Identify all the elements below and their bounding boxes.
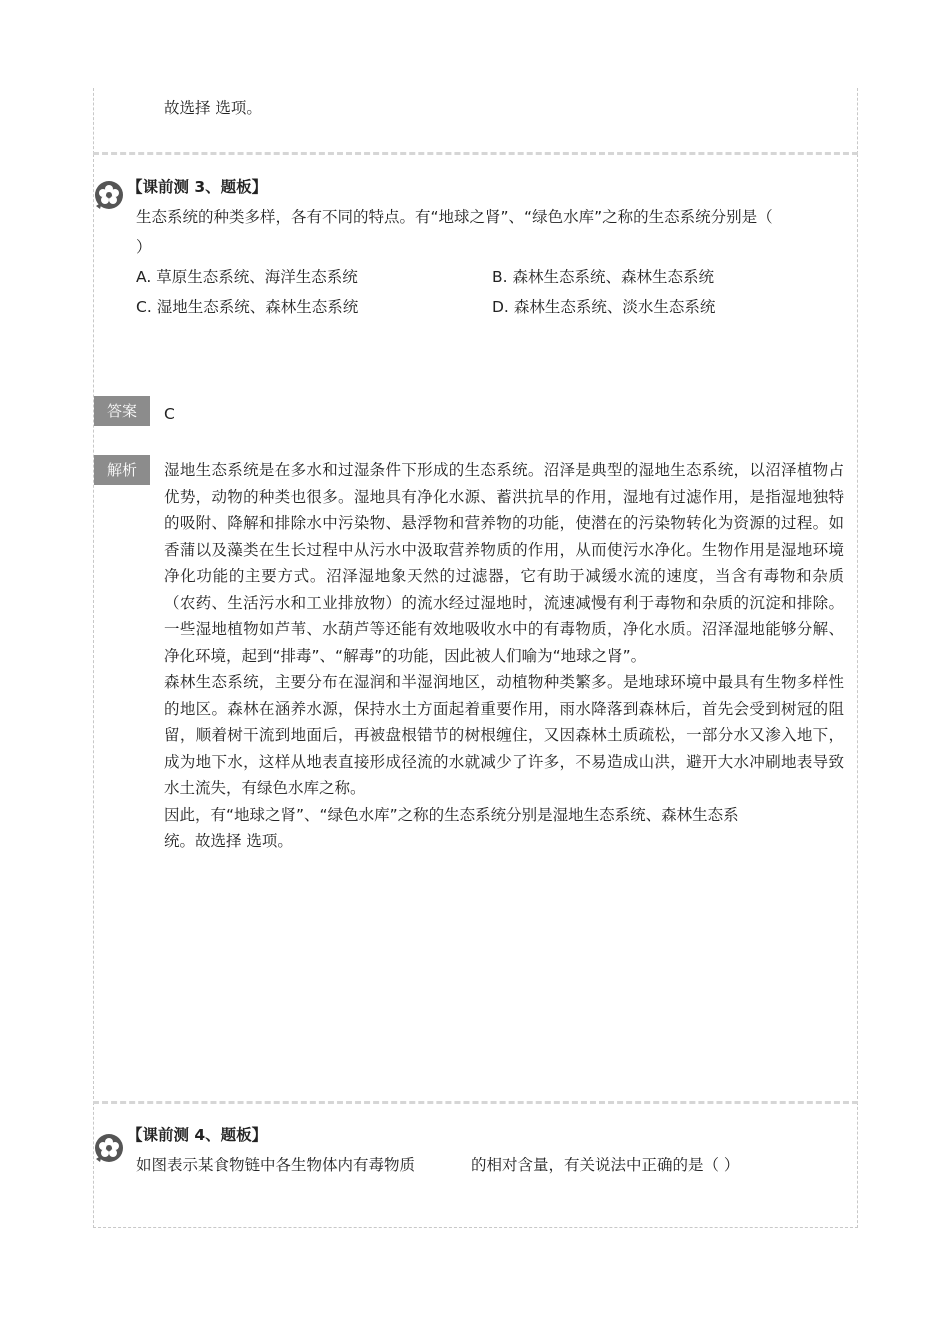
answer-tag: 答案 (94, 396, 150, 426)
question-3-stem-end: ） (136, 238, 152, 256)
question-4-stem: 如图表示某食物链中各生物体内有毒物质 (136, 1156, 416, 1174)
divider (93, 1101, 858, 1104)
analysis-text (164, 457, 844, 855)
flower-bubble-icon (94, 180, 124, 210)
prev-answer-tail: 故选择 选项。 (164, 99, 262, 117)
analysis-tag: 解析 (94, 455, 150, 485)
flower-bubble-icon (94, 1133, 124, 1163)
analysis-paragraph: 湿地生态系统是在多水和过湿条件下形成的生态系统。沼泽是典型的湿地生态系统，以沼泽植物占优势，动物的种类也很多。湿地具有净化水源、蓄洪抗旱的作用，湿地有过滤作用，是指湿地独特的吸附、降解和排除水中污染物、悬浮物和营养物的功能，使潜在的污染物转化为资源的过程。如香蒲以及藻类在生长过程中从污水中汲取营养物质的作用，从而使污水净化。生物作用是湿地环境净化功能的主要方式。沼泽湿地象天然的过滤器，它有助于减缓水流的速度，当含有毒物和杂质（农药、生活污水和工业排放物）的流水经过湿地时，流速减慢有利于毒物和杂质的沉淀和排除。一些湿地植物如芦苇、水葫芦等还能有效地吸收水中的有毒物质，净化水质。沼泽湿地能够分解、净化环境，起到“排毒”、“解毒”的功能，因此被人们喻为“地球之肾”。 (164, 461, 844, 665)
analysis-paragraph: 森林生态系统，主要分布在湿润和半湿润地区，动植物种类繁多。是地球环境中最具有生物多样性的地区。森林在涵养水源，保持水土方面起着重要作用，雨水降落到森林后，首先会受到树冠的阻留，顺着树干流到地面后，再被盘根错节的树根缠住，又因森林土质疏松，一部分水又渗入地下，成为地下水，这样从地表直接形成径流的水就减少了许多，不易造成山洪，避开大水冲刷地表导致水土流失，有绿色水库之称。 (164, 673, 844, 797)
question-4-stem-cont: 的相对含量，有关说法中正确的是（ ） (471, 1156, 740, 1174)
question-4-title: 【课前测 4、题板】 (127, 1126, 268, 1144)
question-3-stem: 生态系统的种类多样，各有不同的特点。有“地球之肾”、“绿色水库”之称的生态系统分别是（ (136, 208, 773, 226)
divider (93, 152, 858, 155)
option-c[interactable]: C. 湿地生态系统、森林生态系统 (136, 298, 359, 316)
question-3-title: 【课前测 3、题板】 (127, 178, 268, 196)
answer-value: C (164, 405, 175, 423)
analysis-paragraph: 因此，有“地球之肾”、“绿色水库”之称的生态系统分别是湿地生态系统、森林生态系 统。故选择 选项。 (164, 805, 739, 850)
option-d[interactable]: D. 森林生态系统、淡水生态系统 (492, 298, 716, 316)
option-b[interactable]: B. 森林生态系统、森林生态系统 (492, 268, 715, 286)
option-a[interactable]: A. 草原生态系统、海洋生态系统 (136, 268, 358, 286)
